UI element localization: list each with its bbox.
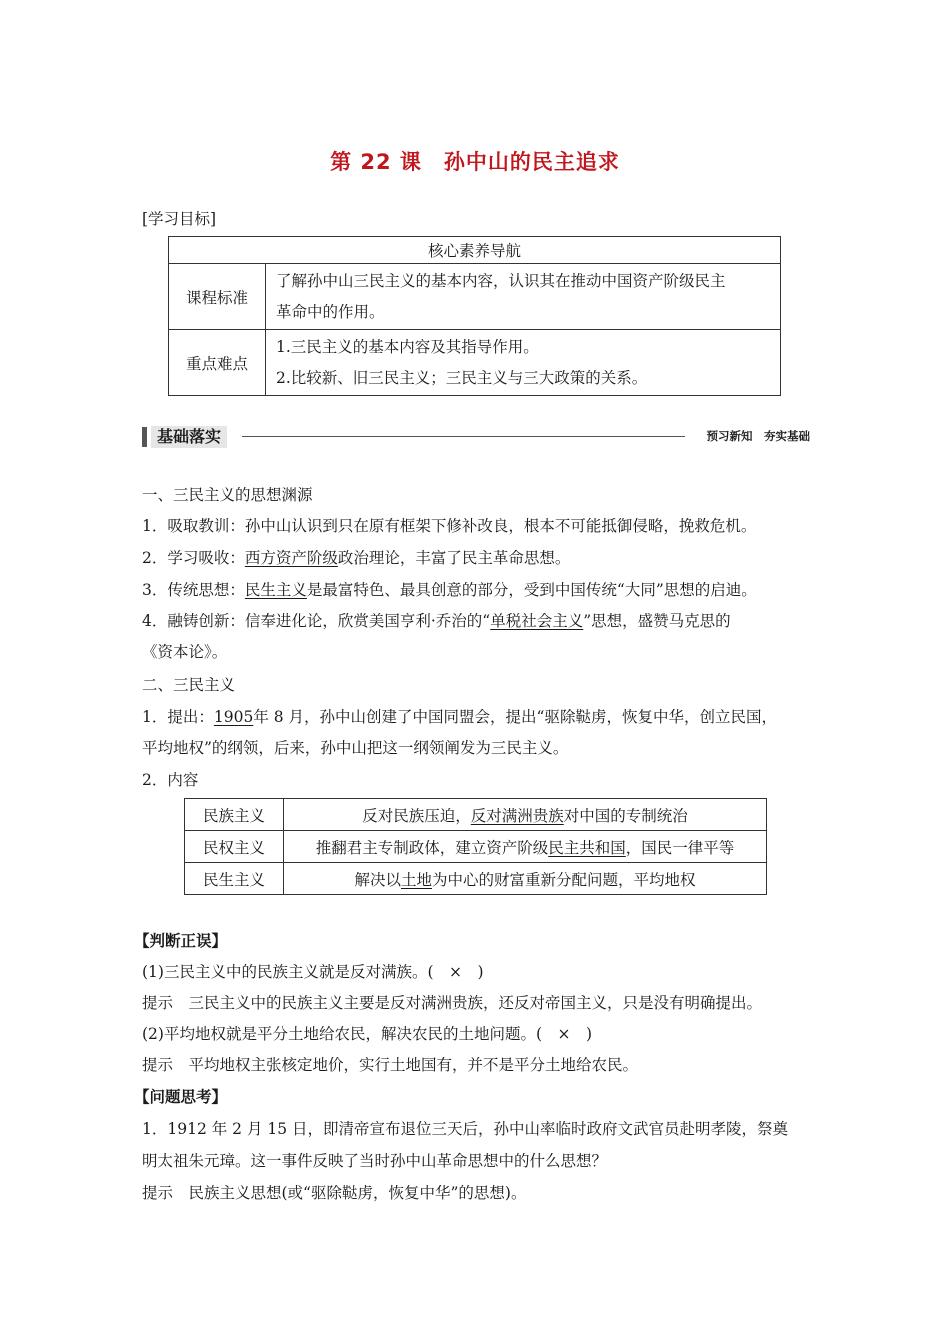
question: (2)平均地权就是平分土地给农民，解决农民的土地问题。( × ) xyxy=(142,1025,593,1043)
paragraph: 1．提出：1905年 8 月，孙中山创建了中国同盟会，提出“驱除鞑虏，恢复中华，创立民国， xyxy=(142,708,777,726)
section-heading: 二、三民主义 xyxy=(142,676,236,694)
lesson-title: 第 22 课 孙中山的民主追求 xyxy=(330,150,620,174)
table-row xyxy=(185,863,767,895)
goals-table-header: 核心素养导航 xyxy=(169,237,781,264)
goals-table xyxy=(168,236,781,396)
banner-divider xyxy=(242,436,685,437)
hint: 提示 民族主义思想(或“驱除鞑虏，恢复中华”的思想)。 xyxy=(142,1184,527,1202)
row-label: 重点难点 xyxy=(169,330,266,396)
row-label: 民权主义 xyxy=(185,831,284,863)
banner-subtitle: 预习新知 夯实基础 xyxy=(706,429,810,443)
paragraph: 2．内容 xyxy=(142,771,199,789)
hint: 提示 平均地权主张核定地价，实行土地国有，并不是平分土地给农民。 xyxy=(142,1056,639,1074)
hint: 提示 三民主义中的民族主义主要是反对满洲贵族，还反对帝国主义，只是没有明确提出。 xyxy=(142,994,763,1012)
paragraph: 4．融铸创新：信奉进化论，欣赏美国亨利·乔治的“单税社会主义”思想，盛赞马克思的 xyxy=(142,612,731,630)
table-row xyxy=(185,799,767,831)
row-label: 民生主义 xyxy=(185,863,284,895)
question: 明太祖朱元璋。这一事件反映了当时孙中山革命思想中的什么思想？ xyxy=(142,1152,608,1170)
paragraph: 《资本论》。 xyxy=(142,643,228,661)
row-content xyxy=(266,330,781,396)
section-banner xyxy=(142,425,810,449)
row-line: 1.三民主义的基本内容及其指导作用。 xyxy=(276,337,539,356)
paragraph: 3．传统思想：民生主义是最富特色、最具创意的部分，受到中国传统“大同”思想的启迪。 xyxy=(142,581,757,599)
row-line: 2.比较新、旧三民主义；三民主义与三大政策的关系。 xyxy=(276,368,648,387)
judge-heading: 【判断正误】 xyxy=(134,932,228,950)
question: 1．1912 年 2 月 15 日，即清帝宣布退位三天后，孙中山率临时政府文武官员赴明孝陵，祭奠 xyxy=(142,1120,789,1138)
paragraph: 1．吸取教训：孙中山认识到只在原有框架下修补改良，根本不可能抵御侵略，挽救危机。 xyxy=(142,517,757,535)
section-heading: 一、三民主义的思想渊源 xyxy=(142,486,313,504)
banner-label: 基础落实 xyxy=(151,426,227,448)
row-content: 反对民族压迫，反对满洲贵族对中国的专制统治 xyxy=(284,799,767,831)
question: (1)三民主义中的民族主义就是反对满族。( × ) xyxy=(142,963,484,981)
row-content: 解决以土地为中心的财富重新分配问题，平均地权 xyxy=(284,863,767,895)
row-content xyxy=(266,264,781,330)
row-line: 革命中的作用。 xyxy=(276,302,385,321)
table-row xyxy=(185,831,767,863)
paragraph: 2．学习吸收：西方资产阶级政治理论，丰富了民主革命思想。 xyxy=(142,549,571,567)
row-label: 民族主义 xyxy=(185,799,284,831)
row-label: 课程标准 xyxy=(169,264,266,330)
think-heading: 【问题思考】 xyxy=(134,1088,228,1106)
content-table xyxy=(184,798,767,895)
row-content: 推翻君主专制政体，建立资产阶级民主共和国，国民一律平等 xyxy=(284,831,767,863)
banner-bar xyxy=(142,427,147,447)
table-row xyxy=(169,264,781,330)
paragraph: 平均地权”的纲领，后来，孙中山把这一纲领阐发为三民主义。 xyxy=(142,739,569,757)
row-line: 了解孙中山三民主义的基本内容，认识其在推动中国资产阶级民主 xyxy=(276,271,726,290)
goals-label: [学习目标] xyxy=(142,210,217,228)
table-row xyxy=(169,330,781,396)
